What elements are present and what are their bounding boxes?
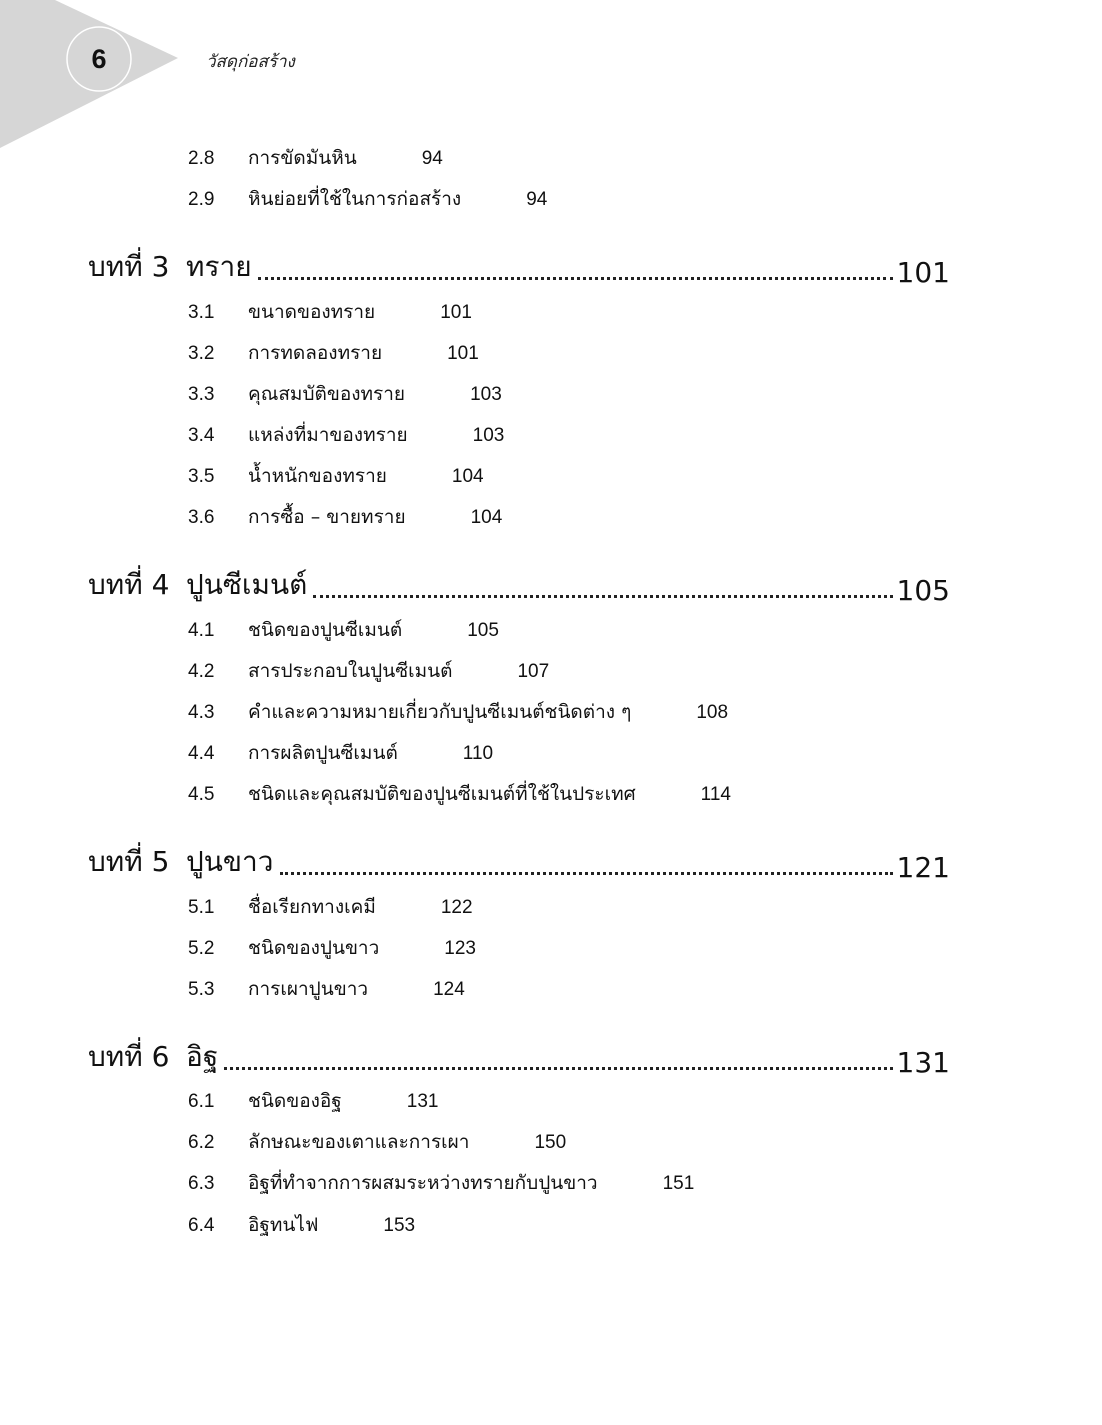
section-title: ชนิดและคุณสมบัติของปูนซีเมนต์ที่ใช้ในประเทศ	[248, 783, 636, 805]
chapter-page-number: 131	[896, 1046, 950, 1079]
section-title: สารประกอบในปูนซีเมนต์	[248, 660, 453, 682]
section-page-number: 124	[433, 979, 465, 1000]
dot-leader	[313, 595, 892, 598]
chapter-page-number: 105	[896, 574, 950, 607]
section-number: 3.2	[188, 343, 215, 364]
section-number: 2.8	[188, 148, 215, 169]
toc-section-row	[188, 1210, 415, 1240]
section-page-number: 153	[383, 1215, 416, 1236]
section-title: การซื้อ – ขายทราย	[248, 506, 406, 528]
section-page-number: 110	[462, 743, 494, 764]
section-page-number: 151	[662, 1173, 695, 1194]
chapter-page-number: 121	[896, 851, 950, 884]
section-title: การขัดมันหิน	[248, 147, 357, 169]
section-title: แหล่งที่มาของทราย	[248, 424, 408, 446]
section-title: อิฐที่ทำจากการผสมระหว่างทรายกับปูนขาว	[248, 1172, 598, 1194]
chapter-label: บทที่ 5	[88, 845, 170, 878]
section-title: น้ำหนักของทราย	[248, 465, 387, 487]
section-title: ขนาดของทราย	[248, 301, 376, 323]
section-title: ชนิดของอิฐ	[248, 1090, 342, 1112]
section-number: 4.2	[188, 661, 215, 682]
chapter-label: บทที่ 6	[88, 1040, 170, 1073]
section-page-number: 105	[467, 620, 499, 641]
section-title: ชื่อเรียกทางเคมี	[248, 896, 376, 918]
section-title: การผลิตปูนซีเมนต์	[248, 742, 398, 764]
chapter-title: อิฐ	[186, 1040, 219, 1073]
section-number: 3.5	[188, 466, 215, 487]
section-title: คุณสมบัติของทราย	[248, 383, 406, 405]
section-number: 3.6	[188, 507, 215, 528]
toc-chapter-row	[88, 1035, 950, 1079]
toc-section-row	[188, 502, 502, 532]
toc-section-row	[188, 1168, 694, 1198]
dot-leader	[258, 277, 893, 280]
chapter-title: ปูนซีเมนต์	[186, 568, 308, 601]
section-page-number: 103	[470, 384, 502, 405]
section-page-number: 114	[700, 784, 731, 805]
toc-section-row	[188, 933, 476, 963]
section-page-number: 150	[534, 1132, 567, 1153]
running-title: วัสดุก่อสร้าง	[206, 52, 295, 72]
toc-section-row	[188, 974, 465, 1004]
section-number: 3.4	[188, 425, 215, 446]
section-page-number: 103	[472, 425, 505, 446]
section-title: ชนิดของปูนขาว	[248, 937, 380, 959]
section-page-number: 107	[517, 661, 550, 682]
toc-section-row	[188, 697, 728, 727]
section-number: 4.1	[188, 620, 215, 641]
section-page-number: 94	[421, 148, 443, 169]
section-number: 4.3	[188, 702, 215, 723]
section-number: 4.5	[188, 784, 215, 805]
toc-chapter-row	[88, 563, 950, 607]
toc-section-row	[188, 892, 473, 922]
toc-section-row	[188, 461, 484, 491]
section-title: การเผาปูนขาว	[248, 978, 369, 1000]
section-page-number: 108	[696, 702, 729, 723]
section-number: 3.3	[188, 384, 215, 405]
section-number: 3.1	[188, 302, 215, 323]
dot-leader	[280, 872, 893, 875]
section-page-number: 104	[470, 507, 503, 528]
chapter-label: บทที่ 3	[88, 250, 170, 283]
section-page-number: 101	[440, 302, 472, 323]
section-page-number: 104	[451, 466, 484, 487]
section-number: 6.2	[188, 1132, 215, 1153]
chapter-label: บทที่ 4	[88, 568, 170, 601]
section-title: ลักษณะของเตาและการเผา	[248, 1131, 470, 1153]
page-number: 6	[91, 43, 107, 74]
section-page-number: 122	[440, 897, 473, 918]
dot-leader	[224, 1067, 892, 1070]
toc-section-row	[188, 656, 549, 686]
section-number: 4.4	[188, 743, 215, 764]
section-title: ชนิดของปูนซีเมนต์	[248, 619, 403, 641]
section-number: 6.1	[188, 1091, 215, 1112]
section-page-number: 131	[406, 1091, 439, 1112]
toc-section-row	[188, 420, 504, 450]
toc-section-row	[188, 1127, 566, 1157]
section-title: การทดลองทราย	[248, 342, 383, 364]
toc-section-row	[188, 379, 502, 409]
toc-section-row	[188, 184, 547, 214]
chapter-title: ทราย	[186, 250, 252, 283]
section-number: 5.1	[188, 897, 215, 918]
section-page-number: 101	[447, 343, 479, 364]
section-number: 6.3	[188, 1173, 215, 1194]
section-number: 2.9	[188, 189, 215, 210]
toc-chapter-row	[88, 840, 950, 884]
chapter-title: ปูนขาว	[186, 845, 274, 878]
section-page-number: 123	[444, 938, 476, 959]
section-page-number: 94	[526, 189, 548, 210]
section-number: 6.4	[188, 1215, 215, 1236]
toc-section-row	[188, 615, 499, 645]
toc-section-row	[188, 779, 731, 809]
toc-section-row	[188, 1086, 439, 1116]
section-title: คำและความหมายเกี่ยวกับปูนซีเมนต์ชนิดต่าง ๆ	[248, 701, 632, 723]
toc-section-row	[188, 297, 472, 327]
toc-chapter-row	[88, 245, 950, 289]
chapter-page-number: 101	[896, 256, 950, 289]
toc-section-row	[188, 738, 493, 768]
section-number: 5.3	[188, 979, 215, 1000]
section-number: 5.2	[188, 938, 215, 959]
toc-section-row	[188, 143, 443, 173]
section-title: อิฐทนไฟ	[248, 1214, 319, 1236]
section-title: หินย่อยที่ใช้ในการก่อสร้าง	[248, 188, 462, 210]
toc-section-row	[188, 338, 479, 368]
